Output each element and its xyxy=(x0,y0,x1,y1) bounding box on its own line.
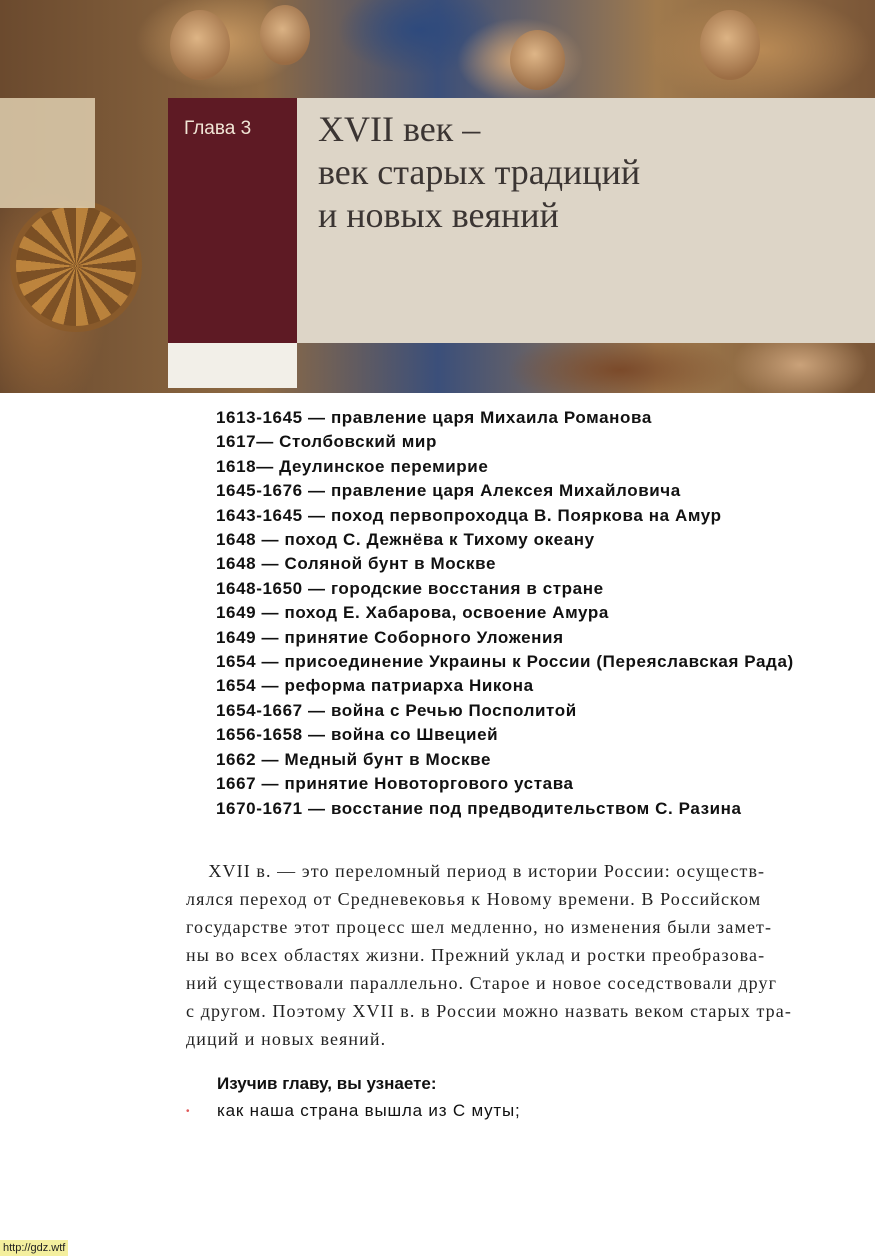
chapter-title-line: век старых традиций xyxy=(318,152,641,192)
chronology-item: 1667 — принятие Новоторгового устава xyxy=(216,774,574,794)
intro-line: с другом. Поэтому XVII в. в России можно назвать веком старых тра- xyxy=(186,1001,792,1021)
banner-wheel-decoration xyxy=(10,200,142,332)
chronology-item: 1648 — поход С. Дежнёва к Тихому океану xyxy=(216,530,595,550)
banner-figure-4 xyxy=(700,10,760,80)
learn-heading: Изучив главу, вы узнаете: xyxy=(217,1074,437,1093)
intro-line: диций и новых веяний. xyxy=(186,1029,387,1049)
chapter-title xyxy=(318,108,858,237)
chronology-item: 1645-1676 — правление царя Алексея Михайловича xyxy=(216,481,681,501)
chronology-item: 1649 — поход Е. Хабарова, освоение Амура xyxy=(216,603,609,623)
chronology-item: 1670-1671 — восстание под предводительством С. Разина xyxy=(216,798,742,818)
chronology-item: 1643-1645 — поход первопроходца В. Пояркова на Амур xyxy=(216,505,722,525)
chronology-list xyxy=(216,406,875,821)
chronology-item: 1654 — реформа патриарха Никона xyxy=(216,676,534,696)
bullet-icon: • xyxy=(186,1106,190,1118)
banner-cream-block xyxy=(0,98,95,208)
chronology-item: 1618— Деулинское перемирие xyxy=(216,456,489,476)
intro-line: ны во всех областях жизни. Прежний уклад и ростки преобразова- xyxy=(186,945,766,965)
intro-line: государстве этот процесс шел медленно, но изменения были замет- xyxy=(186,917,773,937)
chapter-title-line: XVII век – xyxy=(318,109,481,149)
banner-figure-3 xyxy=(510,30,565,90)
chronology-item: 1617— Столбовский мир xyxy=(216,432,437,452)
chronology-item: 1613-1645 — правление царя Михаила Романова xyxy=(216,408,652,427)
chapter-label: Глава 3 xyxy=(184,118,252,139)
intro-line: лялся переход от Средневековья к Новому времени. В Российском xyxy=(186,889,762,909)
chapter-title-line: и новых веяний xyxy=(318,195,559,235)
chronology-item: 1662 — Медный бунт в Москве xyxy=(216,749,492,769)
intro-line: ний существовали параллельно. Старое и новое соседствовали друг xyxy=(186,973,778,993)
intro-paragraph xyxy=(186,857,875,1053)
banner-figure-1 xyxy=(170,10,230,80)
banner-figure-2 xyxy=(260,5,310,65)
intro-line: XVII в. — это переломный период в истории России: осуществ- xyxy=(186,861,766,881)
chronology-item: 1649 — принятие Соборного Уложения xyxy=(216,627,564,647)
chronology-item: 1654 — присоединение Украины к России (Переяславская Рада) xyxy=(216,652,794,672)
banner-white-block xyxy=(168,343,297,388)
watermark-link[interactable]: http://gdz.wtf xyxy=(0,1240,68,1256)
chronology-item: 1656-1658 — война со Швецией xyxy=(216,725,499,745)
chapter-banner xyxy=(0,0,875,393)
learn-item-text: как наша страна вышла из С муты; xyxy=(217,1101,521,1120)
chronology-item: 1648-1650 — городские восстания в стране xyxy=(216,578,604,598)
chronology-item: 1648 — Соляной бунт в Москве xyxy=(216,554,497,574)
learn-list-item xyxy=(186,1101,786,1121)
chronology-item: 1654-1667 — война с Речью Посполитой xyxy=(216,700,577,720)
